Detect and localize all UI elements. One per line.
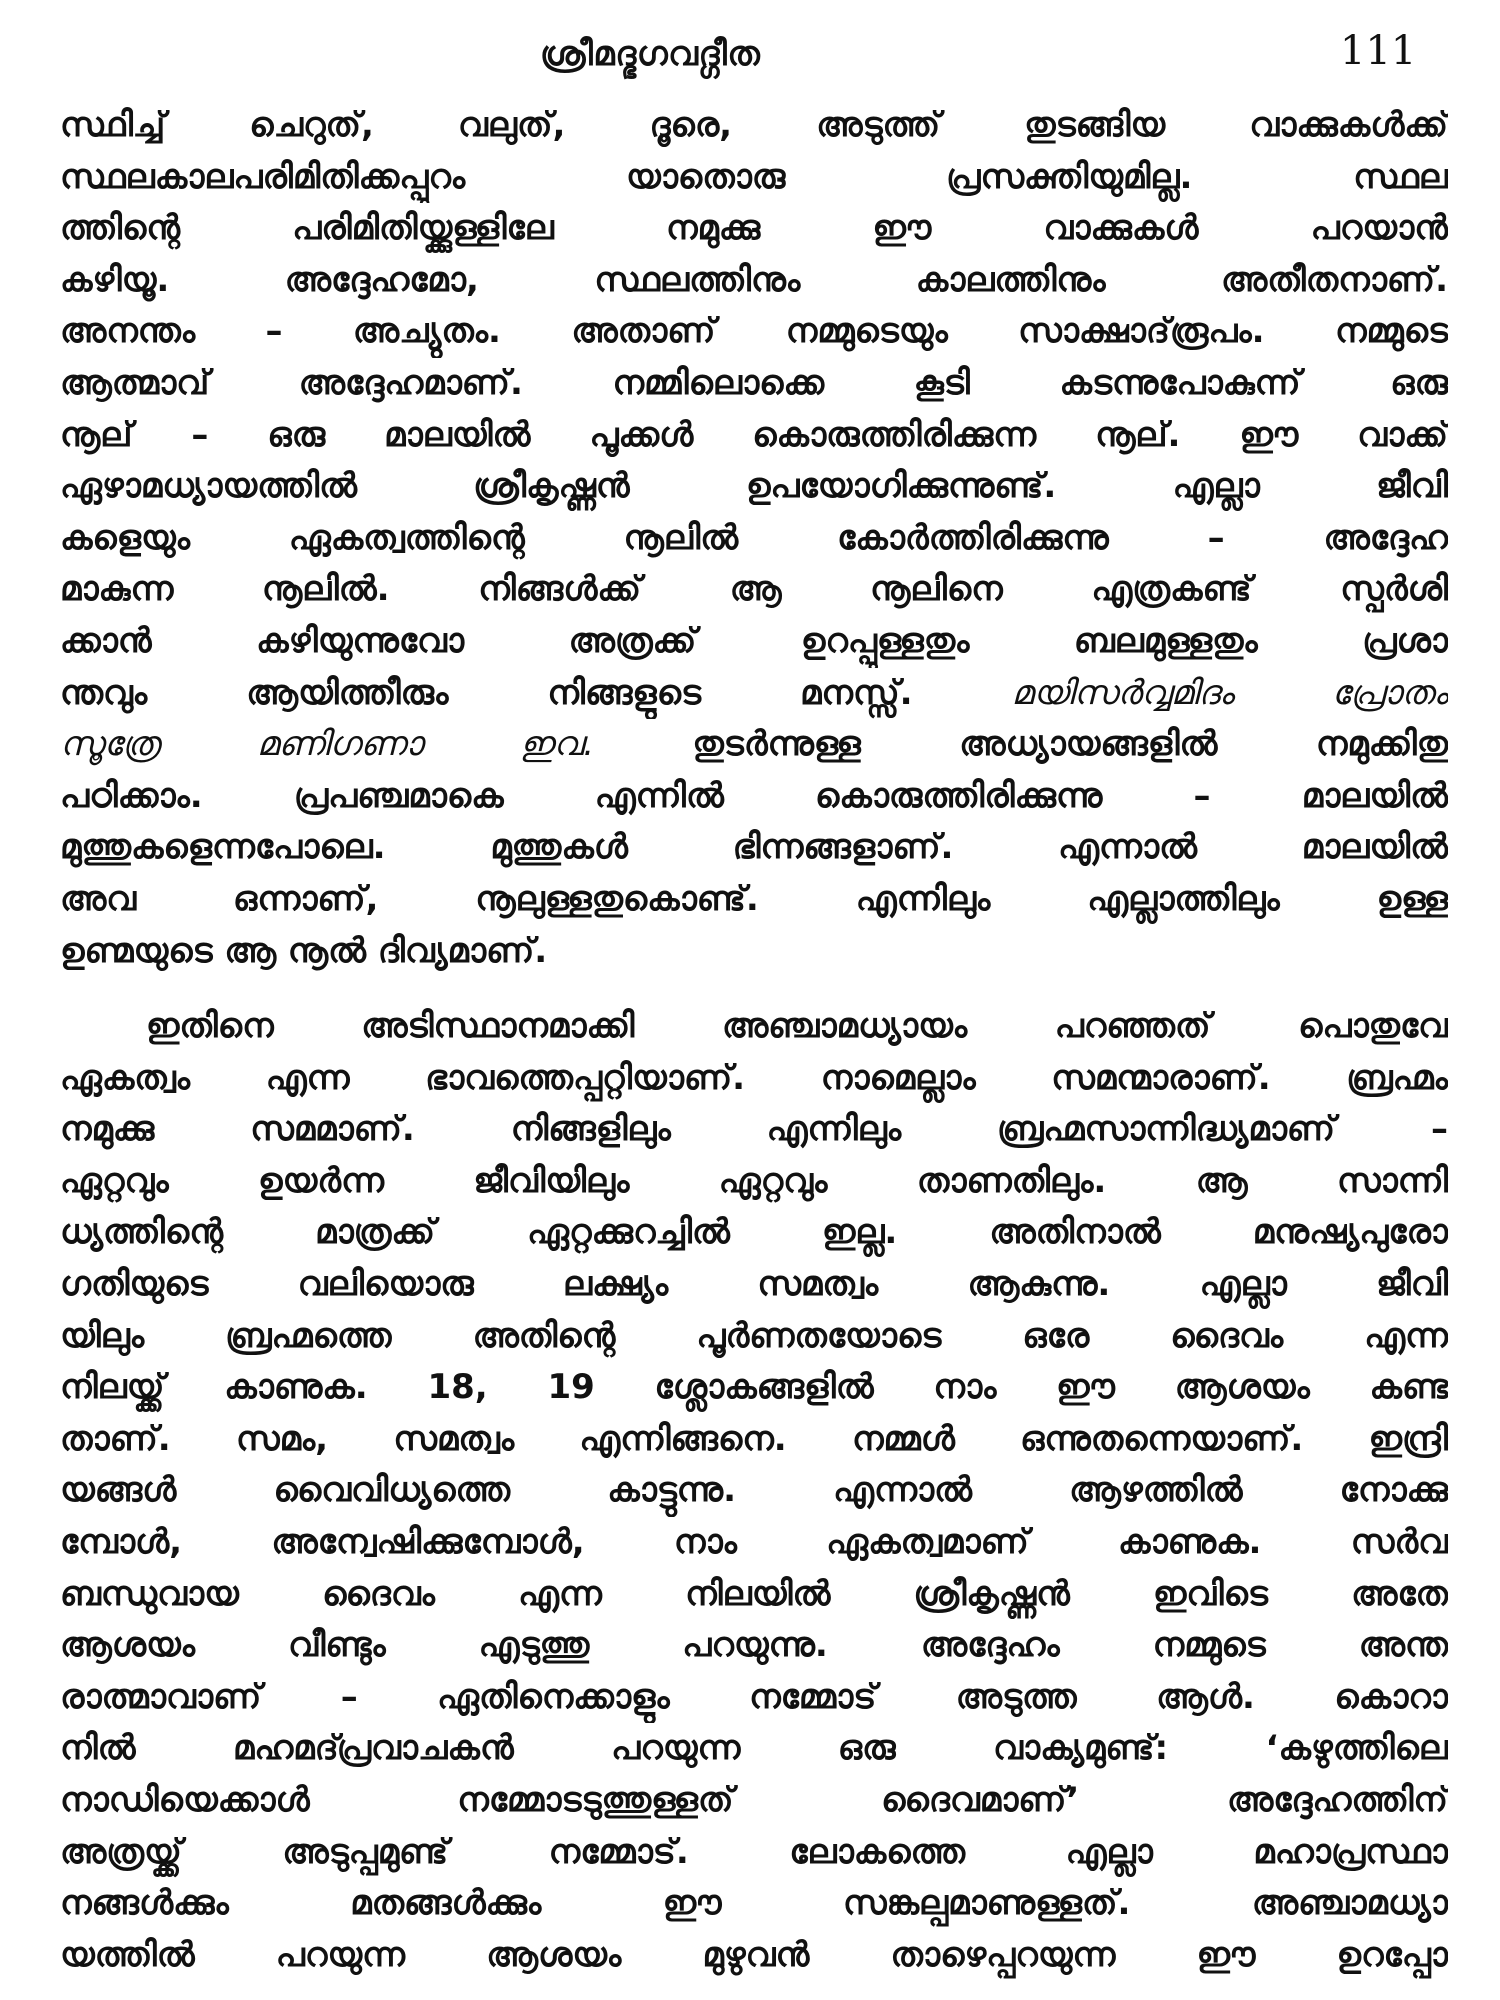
text-line: ഉണ്മയുടെ ആ നൂൽ ദിവ്യമാണ്. xyxy=(60,930,548,971)
text-line: പഠിക്കാം. പ്രപഞ്ചമാകെ എന്നിൽ കൊരുത്തിരിക്കുന്നു – മാലയിൽ xyxy=(60,775,1448,816)
text-line: നിൽ മഹമദ്പ്രവാചകൻ പറയുന്ന ഒരു വാക്യമുണ്ട്: ‘കഴുത്തിലെ xyxy=(60,1728,1448,1769)
text-line: യത്തിൽ പറയുന്ന ആശയം മുഴുവൻ താഴെപ്പറയുന്ന ഈ ഉറപ്പോ xyxy=(60,1934,1448,1975)
running-title: ശ്രീമദ്ഭഗവദ്ഗീത xyxy=(540,34,761,74)
text-line: ധ്യത്തിന്റെ മാത്രക്ക് ഏറ്റക്കുറച്ചിൽ ഇല്ല. അതിനാൽ മനുഷ്യപുരോ xyxy=(60,1212,1448,1253)
text-line: സ്ഥിച്ച് ചെറുത്, വലുത്, ദൂരെ, അടുത്ത് തുടങ്ങിയ വാക്കുകൾക്ക് xyxy=(60,105,1448,145)
text-line: കഴിയൂ. അദ്ദേഹമോ, സ്ഥലത്തിനും കാലത്തിനും അതീതനാണ്. xyxy=(60,259,1448,300)
text-line: സ്ഥലകാലപരിമിതിക്കപ്പുറം യാതൊരു പ്രസക്തിയുമില്ല. സ്ഥല xyxy=(60,156,1448,197)
text-line: സൂത്രേ മണിഗണാ ഇവ. തുടർന്നുള്ള അധ്യായങ്ങളിൽ നമുക്കിതു xyxy=(60,724,1448,765)
text-line: ആശയം വീണ്ടും എടുത്തു പറയുന്നു. അദ്ദേഹം നമ്മുടെ അന്ത xyxy=(60,1625,1448,1666)
text-line: ത്തിന്റെ പരിമിതിയ്ക്കുള്ളിലേ നമുക്കു ഈ വാക്കുകൾ പറയാൻ xyxy=(60,208,1448,249)
text-line: അവ ഒന്നാണ്, നൂലുള്ളതുകൊണ്ട്. എന്നിലും എല്ലാത്തിലും ഉള്ള xyxy=(60,878,1448,919)
text-line: കളെയും ഏകത്വത്തിന്റെ നൂലിൽ കോർത്തിരിക്കുന്നു – അദ്ദേഹ xyxy=(60,517,1448,558)
text-line: ഏറ്റവും ഉയർന്ന ജീവിയിലും ഏറ്റവും താണതിലും. ആ സാന്നി xyxy=(60,1160,1448,1201)
text-line: ബന്ധുവായ ദൈവം എന്ന നിലയിൽ ശ്രീകൃഷ്ണൻ ഇവിടെ അതേ xyxy=(60,1573,1448,1614)
text-line: നൂല് – ഒരു മാലയിൽ പൂക്കൾ കൊരുത്തിരിക്കുന്ന നൂല്. ഈ വാക്ക് xyxy=(60,414,1448,455)
page-body xyxy=(60,100,1448,1981)
text-line: ഏഴാമധ്യായത്തിൽ ശ്രീകൃഷ്ണൻ ഉപയോഗിക്കുന്നുണ്ട്. എല്ലാ ജീവി xyxy=(60,466,1448,507)
text-line: താണ്. സമം, സമത്വം എന്നിങ്ങനെ. നമ്മൾ ഒന്നുതന്നെയാണ്. ഇന്ദ്രി xyxy=(60,1418,1448,1459)
paragraph-1 xyxy=(60,100,1448,977)
text-line: ഗതിയുടെ വലിയൊരു ലക്ഷ്യം സമത്വം ആകുന്നു. എല്ലാ ജീവി xyxy=(60,1264,1448,1305)
text-line: യിലും ബ്രഹ്മത്തെ അതിന്റെ പൂർണതയോടെ ഒരേ ദൈവം എന്ന xyxy=(60,1315,1448,1356)
text-line: ഇതിനെ അടിസ്ഥാനമാക്കി അഞ്ചാമധ്യായം പറഞ്ഞത് പൊതുവേ xyxy=(146,1006,1448,1047)
text-line: യങ്ങൾ വൈവിധ്യത്തെ കാട്ടുന്നു. എന്നാൽ ആഴത്തിൽ നോക്കു xyxy=(60,1470,1448,1511)
page-header xyxy=(0,28,1500,98)
text-line: ന്തവും ആയിത്തീരും നിങ്ങളുടെ മനസ്സ്. മയിസർവ്വമിദം പ്രോതം xyxy=(60,672,1448,713)
text-line: ഏകത്വം എന്ന ഭാവത്തെപ്പറ്റിയാണ്. നാമെല്ലാം സമന്മാരാണ്. ബ്രഹ്മം xyxy=(60,1057,1448,1098)
text-line: മാകുന്ന നൂലിൽ. നിങ്ങൾക്ക് ആ നൂലിനെ എത്രകണ്ട് സ്പർശി xyxy=(60,569,1448,610)
text-line: അത്രയ്ക്ക് അടുപ്പമുണ്ട് നമ്മോട്. ലോകത്തെ എല്ലാ മഹാപ്രസ്ഥാ xyxy=(60,1831,1448,1872)
sanskrit-quote: മയിസർവ്വമിദം പ്രോതം xyxy=(1011,672,1448,713)
text-line: നിലയ്ക്ക് കാണുക. 18, 19 ശ്ലോകങ്ങളിൽ നാം ഈ ആശയം കണ്ട xyxy=(60,1367,1448,1408)
text-line: മ്പോൾ, അന്വേഷിക്കുമ്പോൾ, നാം ഏകത്വമാണ് കാണുക. സർവ xyxy=(60,1522,1448,1563)
paragraph-2 xyxy=(60,1001,1448,1981)
text-line: ആത്മാവ് അദ്ദേഹമാണ്. നമ്മിലൊക്കെ കൂടി കടന്നുപോകുന്ന് ഒരു xyxy=(60,362,1448,403)
sanskrit-quote: സൂത്രേ മണിഗണാ ഇവ. xyxy=(60,724,595,765)
text-line: രാത്മാവാണ് – ഏതിനെക്കാളും നമ്മോട് അടുത്ത ആൾ. കൊറാ xyxy=(60,1676,1448,1717)
text-line: അനന്തം – അച്യുതം. അതാണ് നമ്മുടെയും സാക്ഷാദ്‌രൂപം. നമ്മുടെ xyxy=(60,311,1448,352)
text-line: ക്കാൻ കഴിയുന്നുവോ അത്രക്ക് ഉറപ്പുള്ളതും ബലമുള്ളതും പ്രശാ xyxy=(60,620,1448,661)
text-line: നങ്ങൾക്കും മതങ്ങൾക്കും ഈ സങ്കല്പമാണുള്ളത്. അഞ്ചാമധ്യാ xyxy=(60,1883,1448,1924)
text-line: നാഡിയെക്കാൾ നമ്മോടടുത്തുള്ളത് ദൈവമാണ്’ അദ്ദേഹത്തിന് xyxy=(60,1780,1448,1820)
page-number: 111 xyxy=(1340,28,1417,74)
text-line: നമുക്കു സമമാണ്. നിങ്ങളിലും എന്നിലും ബ്രഹ്മസാന്നിദ്ധ്യമാണ് – xyxy=(60,1109,1448,1150)
text-line: മുത്തുകളെന്നപോലെ. മുത്തുകൾ ഭിന്നങ്ങളാണ്. എന്നാൽ മാലയിൽ xyxy=(60,827,1448,868)
